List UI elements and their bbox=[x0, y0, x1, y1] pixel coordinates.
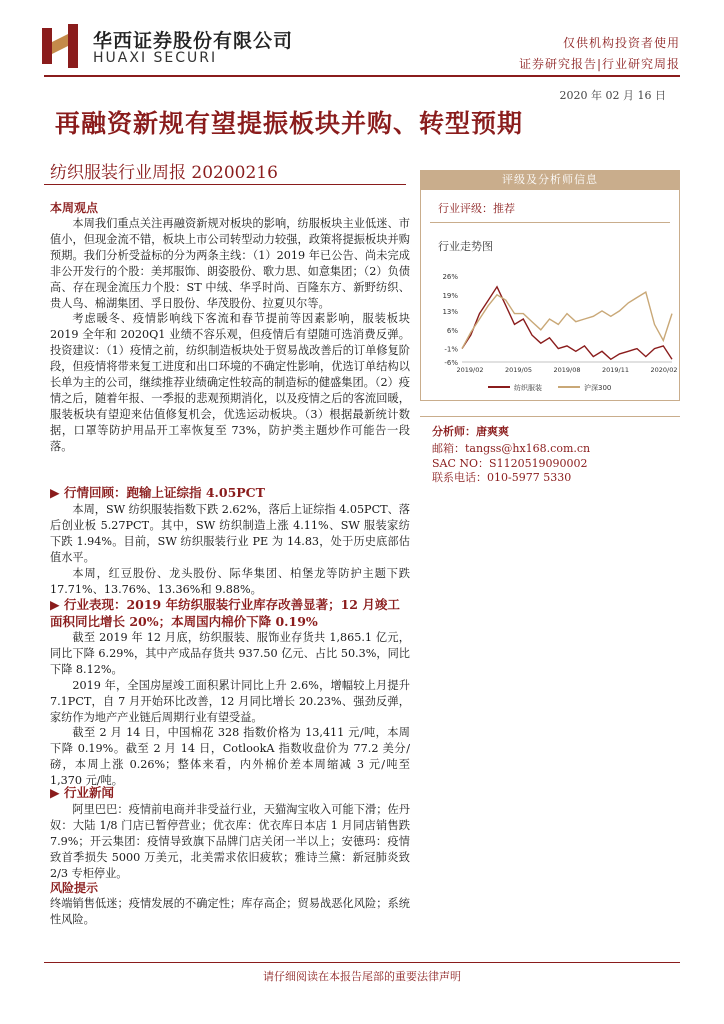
footer-disclaimer: 请仔细阅读在本报告尾部的重要法律声明 bbox=[263, 970, 461, 983]
section-viewpoint bbox=[50, 216, 410, 455]
huaxi-logo-icon bbox=[38, 20, 84, 72]
market-para-2: 本周，红豆股份、龙头股份、际华集团、柏堡龙等防护主题下跌 17.71%、13.76%、13.36%和 9.88%。 bbox=[50, 566, 410, 596]
section-viewpoint-title: 本周观点 bbox=[50, 201, 99, 215]
sidebar-header: 评级及分析师信息 bbox=[420, 170, 680, 190]
section-news-title: ▶ 行业新闻 bbox=[50, 785, 114, 800]
section-performance bbox=[50, 630, 410, 789]
y-tick-label: -1% bbox=[444, 345, 458, 354]
footer-divider bbox=[44, 962, 680, 963]
report-date: 2020 年 02 月 16 日 bbox=[559, 89, 666, 102]
y-tick-label: -6% bbox=[444, 359, 458, 367]
news-para-1: 阿里巴巴：疫情前电商并非受益行业，天猫淘宝收入可能下滑；佐丹奴：大陆 1/8 门店已暂停营业；优衣库：优衣库日本店 1 月同店销售跌 7.9%；开云集团：疫情导致旗下品牌门店关闭一半以上；安德玛：疫情致首季损失 5000 万美元，北美需求依旧疲软；雅诗兰黛：新冠肺炎致 2/3 专柜停业。 bbox=[50, 803, 410, 880]
brand-name-cn: 华西证券股份有限公司 bbox=[93, 30, 294, 52]
legend-label: 纺织服装 bbox=[514, 384, 542, 392]
x-tick-label: 2020/02 bbox=[650, 366, 678, 374]
y-tick-label: 13% bbox=[442, 307, 458, 316]
subtitle-divider bbox=[44, 184, 406, 185]
series-line-hs300 bbox=[462, 292, 672, 349]
y-tick-label: 19% bbox=[442, 291, 458, 300]
viewpoint-para-2: 考虑暖冬、疫情影响线下客流和春节提前等因素影响，服装板块 2019 全年和 2020Q1 业绩不容乐观，但疫情后有望随可选消费反弹。投资建议：（1）疫情之前，纺织制造板块处于贸易战改善后的订单修复阶段，但疫情将带来复工进度和出口环境的不确定性影响，优选订单结构以长单为主的公司，继续推荐业绩确定性较高的制造标的健盛集团。（2）疫情之后，随着年报、一季报的悲观预期消化，以及疫情之后的客流回暖，服装板块有望迎来估值修复机会，优选运动板块。（3）根据最新统计数据，口罩等防护用品开工率恢复至 73%，防护类主题炒作可能告一段落。 bbox=[50, 312, 410, 453]
x-tick-label: 2019/05 bbox=[504, 366, 533, 374]
section-market bbox=[50, 502, 410, 597]
section-news bbox=[50, 802, 410, 882]
section-risk bbox=[50, 896, 410, 928]
legend-label: 沪深300 bbox=[584, 384, 612, 392]
page-title: 再融资新规有望提振板块并购、转型预期 bbox=[55, 109, 524, 138]
rating-divider bbox=[430, 222, 670, 223]
x-tick-label: 2019/08 bbox=[553, 366, 581, 374]
x-tick-label: 2019/02 bbox=[456, 366, 484, 374]
risk-para-1: 终端销售低迷；疫情发展的不确定性；库存高企；贸易战恶化风险；系统性风险。 bbox=[50, 897, 410, 926]
performance-para-1: 截至 2019 年 12 月底，纺织服装、服饰业存货共 1,865.1 亿元，同比下降 6.29%，其中产成品存货共 937.50 亿元、占比 50.3%，同比下降 8.12%。 bbox=[50, 631, 410, 676]
section-risk-title: 风险提示 bbox=[50, 881, 99, 895]
audience-note: 仅供机构投资者使用 bbox=[562, 36, 680, 50]
section-performance-title: ▶ 行业表现：2019 年纺织服装行业库存改善显著；12 月竣工面积同比增长 20%；本周国内棉价下降 0.19% bbox=[50, 597, 400, 629]
report-type: 证券研究报告|行业研究周报 bbox=[518, 57, 680, 71]
analyst-divider bbox=[420, 416, 680, 417]
market-para-1: 本周，SW 纺织服装指数下跌 2.62%，落后上证综指 4.05PCT、落后创业板 5.27PCT。其中，SW 纺织制造上涨 4.11%、SW 服装家纺下跌 1.94%。目前，SW 纺织服装行业 PE 为 14.83，处于历史底部估值水平。 bbox=[50, 503, 410, 564]
analyst-email: 邮箱：tangss@hx168.com.cn bbox=[432, 442, 591, 455]
analyst-name: 分析师：唐爽爽 bbox=[432, 425, 509, 438]
page-subtitle: 纺织服装行业周报 20200216 bbox=[50, 163, 278, 183]
brand-name-en: HUAXI SECURI bbox=[93, 50, 218, 66]
series-line-textile bbox=[462, 287, 672, 360]
trend-chart bbox=[430, 268, 680, 400]
industry-rating: 行业评级：推荐 bbox=[438, 202, 515, 215]
y-tick-label: 26% bbox=[442, 273, 458, 281]
x-tick-label: 2019/11 bbox=[601, 366, 630, 374]
trend-chart-title: 行业走势图 bbox=[438, 240, 493, 253]
section-market-title: ▶ 行情回顾：跑输上证综指 4.05PCT bbox=[50, 485, 265, 500]
viewpoint-para-1: 本周我们重点关注再融资新规对板块的影响，纺服板块主业低迷、市值小，但现金流不错，板块上市公司转型动力较强，政策将提振板块并购预期。我们分析受益标的分为两条主线：（1）2019 年已公告、尚未完成非公开发行的个股：美邦服饰、朗姿股份、歌力思、如意集团；（2）负债高、存在现金流压力个股：ST 中绒、华孚时尚、百隆东方、新野纺织、贵人鸟、棉湖集团、孚日股份、华茂股份、拉夏贝尔等。 bbox=[50, 217, 410, 310]
header-divider bbox=[44, 75, 680, 77]
analyst-phone: 联系电话：010-5977 5330 bbox=[432, 471, 572, 484]
analyst-sac: SAC NO：S1120519090002 bbox=[432, 457, 588, 470]
performance-para-3: 截至 2 月 14 日，中国棉花 328 指数价格为 13,411 元/吨，本周下降 0.19%。截至 2 月 14 日，CotlookA 指数收盘价为 77.2 美分/磅，本周上涨 0.26%；整体来看，内外棉价差本周缩减 3 元/吨至 1,370 元/吨。 bbox=[50, 726, 410, 788]
performance-para-2: 2019 年，全国房屋竣工面积累计同比上升 2.6%，增幅较上月提升 7.1PCT，自 7 月开始环比改善，12 月同比增长 20.23%、强劲反弹，家纺作为地产产业链后周期行业有望受益。 bbox=[50, 678, 410, 724]
y-tick-label: 6% bbox=[446, 326, 458, 335]
